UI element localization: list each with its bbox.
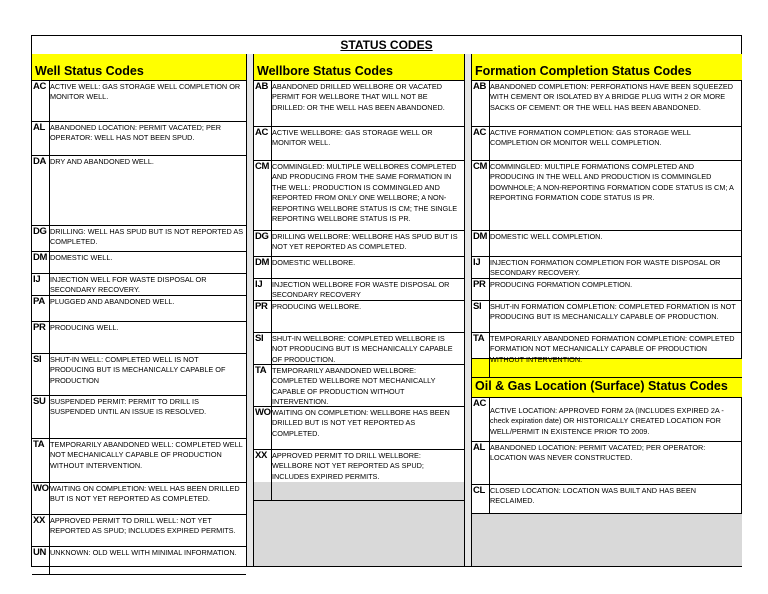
well-status-row [32,483,246,515]
status-description: DRY AND ABANDONED WELL. [50,157,154,166]
status-description: ABANDONED DRILLED WELLBORE OR VACATED PERMIT FOR WELLBORE THAT WILL NOT BE DRILLED: OR THE WELL HAS BEEN ABANDONED. [272,82,445,112]
formation-status-header: Formation Completion Status Codes [472,54,742,81]
status-description: INJECTION FORMATION COMPLETION FOR WASTE DISPOSAL OR SECONDARY RECOVERY. [490,258,721,278]
location-status-header: Oil & Gas Location (Surface) Status Codes [472,358,742,398]
status-description: TEMPORARILY ABANDONED WELLBORE: COMPLETED WELLBORE NOT MECHANICALLY CAPABLE OF PRODUCTION WITHOUT INTERVENTION. [272,366,436,407]
well-status-row [32,156,246,226]
wellbore-status-row [254,279,464,301]
wellbore-status-row [254,257,464,279]
wellbore-status-header: Wellbore Status Codes [254,54,464,81]
status-code: SI [473,301,482,312]
status-code: SI [255,333,264,344]
status-code: TA [473,333,485,344]
status-description: UNKNOWN: OLD WELL WITH MINIMAL INFORMATION. [50,548,237,557]
formation-status-row [472,257,742,279]
well-status-column [32,54,246,566]
page-title: STATUS CODES [32,36,741,55]
well-status-header: Well Status Codes [32,54,246,81]
status-code: DG [255,231,269,242]
well-status-row [32,322,246,354]
well-status-row [32,396,246,439]
well-status-row [32,354,246,396]
column-separator [246,54,254,566]
formation-status-row [472,301,742,333]
status-description: DOMESTIC WELL COMPLETION. [490,232,603,241]
status-code: WO [255,407,271,418]
status-code: AB [473,81,487,92]
status-code: DG [33,226,47,237]
status-description: PRODUCING WELL. [50,323,119,332]
well-status-row [32,226,246,252]
location-status-row [472,442,742,485]
status-code: PA [33,296,45,307]
status-code: TA [255,365,267,376]
wellbore-status-row [254,450,464,501]
wellbore-status-row [254,407,464,450]
wellbore-status-row [254,301,464,333]
well-status-row [32,274,246,296]
status-description: ABANDONED COMPLETION: PERFORATIONS HAVE BEEN SQUEEZED WITH CEMENT OR ISOLATED BY A BRIDGE PLUG WITH 2 OR MORE SACKS OF CEMENT: OR THE WELL HAS BEEN ABANDONED. [490,82,733,112]
status-description: INJECTION WELLBORE FOR WASTE DISPOSAL OR SECONDARY RECOVERY [272,280,450,300]
well-status-row [32,122,246,156]
location-status-row [472,398,742,442]
status-description: PRODUCING FORMATION COMPLETION. [490,280,633,289]
status-description: WAITING ON COMPLETION: WELLBORE HAS BEEN DRILLED BUT IS NOT YET REPORTED AS COMPLETED. [272,408,450,438]
wellbore-status-row [254,161,464,231]
status-code: DM [473,231,488,242]
empty-area [472,514,742,566]
status-code: IJ [33,274,41,285]
status-code: XX [33,515,46,526]
status-code: CM [473,161,488,172]
status-description: DRILLING: WELL HAS SPUD BUT IS NOT REPORTED AS COMPLETED. [50,227,244,247]
status-code: PR [473,279,486,290]
status-code: AC [473,398,487,409]
status-description: DOMESTIC WELLBORE. [272,258,356,267]
column-separator [464,54,472,566]
status-description: TEMPORARILY ABANDONED FORMATION COMPLETION: COMPLETED FORMATION NOT MECHANICALLY CAPABLE OF PRODUCTION WITHOUT INTERVENTION. [490,334,735,364]
status-description: DRILLING WELLBORE: WELLBORE HAS SPUD BUT IS NOT YET REPORTED AS COMPLETED. [272,232,458,252]
status-description: CLOSED LOCATION: LOCATION WAS BUILT AND HAS BEEN RECLAIMED. [490,486,696,506]
status-code: WO [33,483,49,494]
status-code: UN [33,547,47,558]
status-code: CM [255,161,270,172]
status-code: TA [33,439,45,450]
status-description: ACTIVE FORMATION COMPLETION: GAS STORAGE WELL COMPLETION OR MONITOR WELL COMPLETION. [490,128,691,148]
status-code: IJ [473,257,481,268]
well-status-row [32,515,246,547]
formation-status-row [472,333,742,378]
status-description: APPROVED PERMIT TO DRILL WELL: NOT YET REPORTED AS SPUD; INCLUDES EXPIRED PERMITS. [50,516,236,536]
status-code: DM [33,252,48,263]
status-description: SHUT-IN WELLBORE: COMPLETED WELLBORE IS NOT PRODUCING BUT IS MECHANICALLY CAPABLE OF PRODUCTION. [272,334,453,364]
status-code: PR [255,301,268,312]
formation-status-column [472,54,742,566]
wellbore-status-row [254,365,464,407]
status-code: SI [33,354,42,365]
wellbore-status-row [254,231,464,257]
status-description: SUSPENDED PERMIT: PERMIT TO DRILL IS SUSPENDED UNTIL AN ISSUE IS RESOLVED. [50,397,207,417]
well-status-row [32,547,246,575]
well-status-row [32,252,246,274]
formation-status-row [472,279,742,301]
status-description: ABANDONED LOCATION: PERMIT VACATED; PER OPERATOR: WELL HAS NOT BEEN SPUD. [50,123,221,143]
status-description: SHUT-IN WELL: COMPLETED WELL IS NOT PRODUCING BUT IS MECHANICALLY CAPABLE OF PRODUCTION [50,355,226,385]
status-code: SU [33,396,46,407]
status-code: AL [33,122,46,133]
status-code: AB [255,81,269,92]
wellbore-status-column [254,54,464,566]
status-description: DOMESTIC WELL. [50,253,113,262]
status-description: ACTIVE LOCATION: APPROVED FORM 2A (INCLUDES EXPIRED 2A - check expiration date) OR HISTORICALLY CREATED LOCATION FOR WELL/PERMIT IN EXISTENCE PRIOR TO 2009. [490,406,724,436]
status-description: INJECTION WELL FOR WASTE DISPOSAL OR SECONDARY RECOVERY. [50,275,207,295]
status-description: ACTIVE WELL: GAS STORAGE WELL COMPLETION OR MONITOR WELL. [50,82,241,102]
well-status-row [32,81,246,122]
status-description: SHUT-IN FORMATION COMPLETION: COMPLETED FORMATION IS NOT PRODUCING BUT IS MECHANICALLY CAPABLE OF PRODUCTION. [490,302,736,322]
status-code: PR [33,322,46,333]
wellbore-status-row [254,127,464,161]
status-description: PLUGGED AND ABANDONED WELL. [50,297,175,306]
well-status-row [32,296,246,322]
status-code: AL [473,442,486,453]
status-code: AC [473,127,487,138]
formation-status-row [472,127,742,161]
status-description: ABANDONED LOCATION: PERMIT VACATED; PER OPERATOR: LOCATION WAS NEVER CONSTRUCTED. [490,443,706,463]
status-codes-sheet [31,35,742,567]
status-description: TEMPORARILY ABANDONED WELL: COMPLETED WELL NOT MECHANICALLY CAPABLE OF PRODUCTION WITHOUT INTERVENTION. [50,440,243,470]
status-description: COMMINGLED: MULTIPLE FORMATIONS COMPLETED AND PRODUCING IN THE WELL AND PRODUCTION IS COMMINGLED DOWNHOLE; A NON-REPORTING FORMATION CODE STATUS IS CM; A REPORTING FORMATION CODE STATUS IS PR. [490,162,734,203]
status-code: AC [255,127,269,138]
formation-status-row [472,161,742,231]
status-code: XX [255,450,268,461]
formation-status-row [472,231,742,257]
location-status-row [472,485,742,514]
status-description: COMMINGLED: MULTIPLE WELLBORES COMPLETED AND PRODUCING FROM THE SAME FORMATION IN THE WELL: PRODUCTION IS COMMINGLED AND REPORTED FROM ONLY ONE WELLBORE; A NON-REPORTING WELLBORE STATUS IS CM; THE SINGLE REPORTING WELLBORE STATUS IS PR. [272,162,458,224]
status-code: AC [33,81,47,92]
status-description: ACTIVE WELLBORE: GAS STORAGE WELL OR MONITOR WELL. [272,128,433,148]
formation-status-row [472,81,742,127]
status-description: PRODUCING WELLBORE. [272,302,362,311]
wellbore-status-row [254,81,464,127]
well-status-row [32,439,246,483]
status-code: IJ [255,279,263,290]
status-description: APPROVED PERMIT TO DRILL WELLBORE: WELLBORE NOT YET REPORTED AS SPUD; INCLUDES EXPIRED PERMITS. [272,451,424,481]
status-code: DA [33,156,47,167]
status-code: DM [255,257,270,268]
wellbore-status-row [254,333,464,365]
status-code: CL [473,485,486,496]
status-description: WAITING ON COMPLETION: WELL HAS BEEN DRILLED BUT IS NOT YET REPORTED AS COMPLETED. [50,484,240,504]
